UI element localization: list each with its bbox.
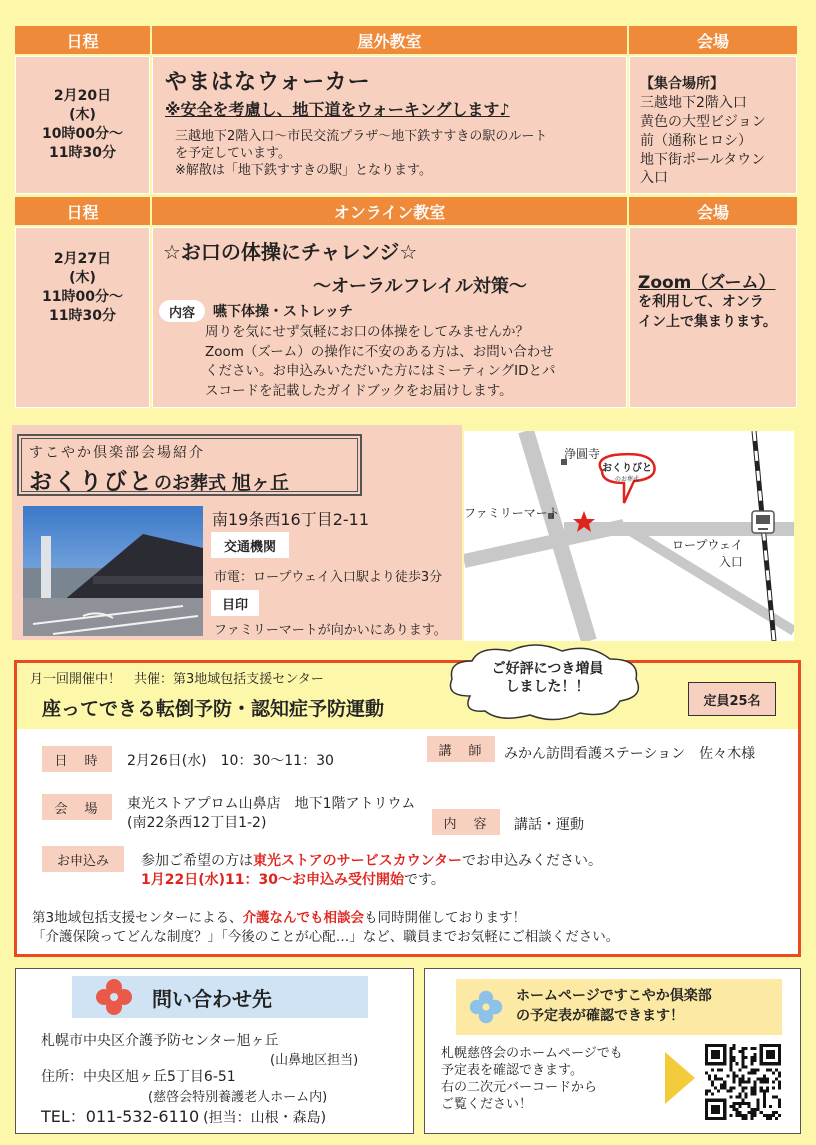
event-date: 2月26日(水) 10：30～11：30 [127,753,334,769]
contact-area: (山鼻地区担当) [270,1053,359,1068]
map-venue-balloon [598,459,656,483]
date-end: 11時30分 [49,307,116,324]
note-pre: 第3地域包括支援センターによる、 [32,910,243,926]
event-top-line: 月一回開催中！ 共催：第3地域包括支援センター [30,672,324,687]
homepage-title-line: の予定表が確認できます！ [516,1008,684,1024]
desc-line: を予定しています。 [175,145,291,161]
apply-tag: お申込み [42,846,124,872]
map-store-label: ファミリーマート [464,506,560,520]
venue-line: (南22条西12丁目1-2) [127,814,267,831]
apply-post: でお申込みください。 [462,853,603,869]
zoom-desc-line: イン上で集まります。 [638,313,777,330]
lecturer-tag: 講 師 [427,736,495,762]
venue-line: 地下街ポールタウン [640,151,766,168]
venue-label: 【集合場所】 [640,76,724,92]
note-line-1 [32,906,526,926]
venue-name-end: 旭ヶ丘 [232,472,290,494]
event-lecturer: みかん訪問看護ステーション 佐々木様 [504,746,756,762]
event-venue [127,795,415,833]
event-content: 講話・運動 [514,817,584,833]
station-line: 入口 [718,554,743,569]
map-temple-label: 浄圓寺 [564,447,601,461]
apply-start: 1月22日(水)11：30～お申込み受付開始 [141,872,404,888]
venue-intro-label: すこやか倶楽部会場紹介 [29,445,205,461]
apply-pre: 参加ご希望の方は [141,853,253,869]
station-icon [752,511,774,533]
venue-name-box [17,434,362,496]
date-tag: 日 時 [42,746,112,772]
map-station-label [672,537,743,571]
table1-venue-cell [629,56,797,194]
venue-address: 南19条西16丁目2-11 [212,510,370,529]
contact-facility: (慈啓会特別養護老人ホーム内) [148,1090,328,1105]
venue-line: 東光ストアプロム山鼻店 地下1階アトリウム [127,796,416,812]
desc-line: ※解散は「地下鉄すすきの駅」となります。 [175,162,432,178]
apply-start-post: です。 [404,872,445,888]
contact-address: 住所：中央区旭ヶ丘5丁目6-51 [41,1069,236,1085]
venue-photo [23,506,203,636]
flower-icon [94,977,134,1017]
contact-tel: TEL：011-532-6110 [41,1107,200,1126]
venue-line: 三越地下2階入口 [640,94,747,111]
desc-line: Zoom（ズーム）の操作に不安のある方は、お問い合わせ [205,343,554,360]
table1-date-cell [15,56,150,194]
venue-line: 入口 [640,170,668,187]
homepage-title-band [456,979,782,1035]
table2-content-cell [152,227,627,408]
homepage-desc [441,1046,623,1114]
venue-name [29,463,360,496]
date-start: 10時00分～ [42,126,123,142]
balloon-line: おくりびと [602,463,652,474]
station-line: ロープウェイ [672,538,743,552]
desc-line: ください。お申込みいただいた方にはミーティングIDとパ [205,363,556,380]
desc-line: スコードを記載したガイドブックをお届けします。 [205,382,513,399]
apply-line-1 [141,850,602,870]
date-start: 11時00分～ [42,288,123,305]
event-description [175,129,547,180]
homepage-title [516,987,712,1026]
homepage-desc-line: 右の二次元バーコードから [441,1079,598,1095]
zoom-title: Zoom（ズーム） [638,273,776,293]
date-end: 11時30分 [49,144,116,161]
table2-header-date: 日程 [15,197,150,225]
event-title: やまはなウォーカー [165,70,371,95]
date-weekday: (木) [69,269,96,286]
table2-header-venue: 会場 [629,197,797,225]
access-text: 市電：ロープウェイ入口駅より徒歩3分 [214,570,443,585]
homepage-title-line: ホームページですこやか倶楽部 [516,988,712,1005]
note-line-2: 「介護保険ってどんな制度？」「今後のことが心配…」など、職員までお気軽にご相談ください。 [32,929,620,945]
access-tag: 交通機関 [211,532,289,558]
contact-staff: (担当：山根・森島) [203,1110,327,1126]
zoom-desc-line: を利用して、オンラ [638,294,764,310]
event-title: ☆お口の体操にチャレンジ☆ [163,240,418,264]
table1-header-venue: 会場 [629,26,797,54]
flower-icon [468,989,504,1025]
venue-line: 前（通称ヒロシ） [640,132,752,149]
event-subtitle: ～オーラルフレイル対策～ [313,276,527,297]
event-title: 座ってできる転倒予防・認知症予防運動 [42,698,385,720]
date-weekday: (木) [69,107,96,124]
table1-content-cell [152,56,627,194]
table2-date-cell [15,227,150,408]
landmark-tag: 目印 [211,590,259,616]
table2-header-class: オンライン教室 [152,197,627,225]
contact-title: 問い合わせ先 [152,986,272,1011]
map [464,431,794,641]
table1-header-date: 日程 [15,26,150,54]
apply-line-2 [141,869,445,889]
note-red: 介護なんでも相談会 [242,910,365,926]
venue-tag: 会 場 [42,794,112,820]
table1-header-class: 屋外教室 [152,26,627,54]
content-tag: 内容 [159,300,205,322]
cloud-line: しました！！ [505,679,590,696]
contact-title-band [72,976,368,1018]
date-day: 2月27日 [53,251,112,267]
event-subtitle: ※安全を考慮し、地下道をウォーキングします♪ [165,100,510,119]
venue-line: 黄色の大型ビジョン [640,113,766,130]
event-description [205,323,556,401]
content-tag: 内 容 [432,809,500,835]
homepage-desc-line: ご覧ください！ [441,1096,533,1112]
homepage-desc-line: 予定表を確認できます。 [441,1062,583,1078]
note-post: も同時開催しております！ [364,910,527,926]
balloon-line: のお葬式 [614,476,639,483]
venue-name-mid: のお葬式 [154,473,226,494]
landmark-text: ファミリーマートが向かいにあります。 [214,623,447,638]
table2-venue-cell [629,227,797,408]
contact-tel-row [41,1104,326,1127]
qr-code[interactable] [705,1044,781,1120]
cloud-line: ご好評につき増員 [491,661,604,677]
desc-line: 周りを気にせず気軽にお口の体操をしてみませんか？ [205,324,529,340]
apply-red: 東光ストアのサービスカウンター [253,853,463,869]
homepage-desc-line: 札幌慈啓会のホームページでも [441,1046,623,1061]
content-title: 嚥下体操・ストレッチ [213,304,353,320]
capacity-badge: 定員25名 [688,682,776,716]
date-day: 2月20日 [53,88,112,105]
arrow-right-icon [665,1052,695,1104]
desc-line: 三越地下2階入口～市民交流プラザ～地下鉄すすきの駅のルート [175,129,548,144]
cloud-message [460,660,635,696]
venue-name-main: おくりびと [29,469,154,495]
contact-org: 札幌市中央区介護予防センター旭ヶ丘 [41,1033,279,1049]
